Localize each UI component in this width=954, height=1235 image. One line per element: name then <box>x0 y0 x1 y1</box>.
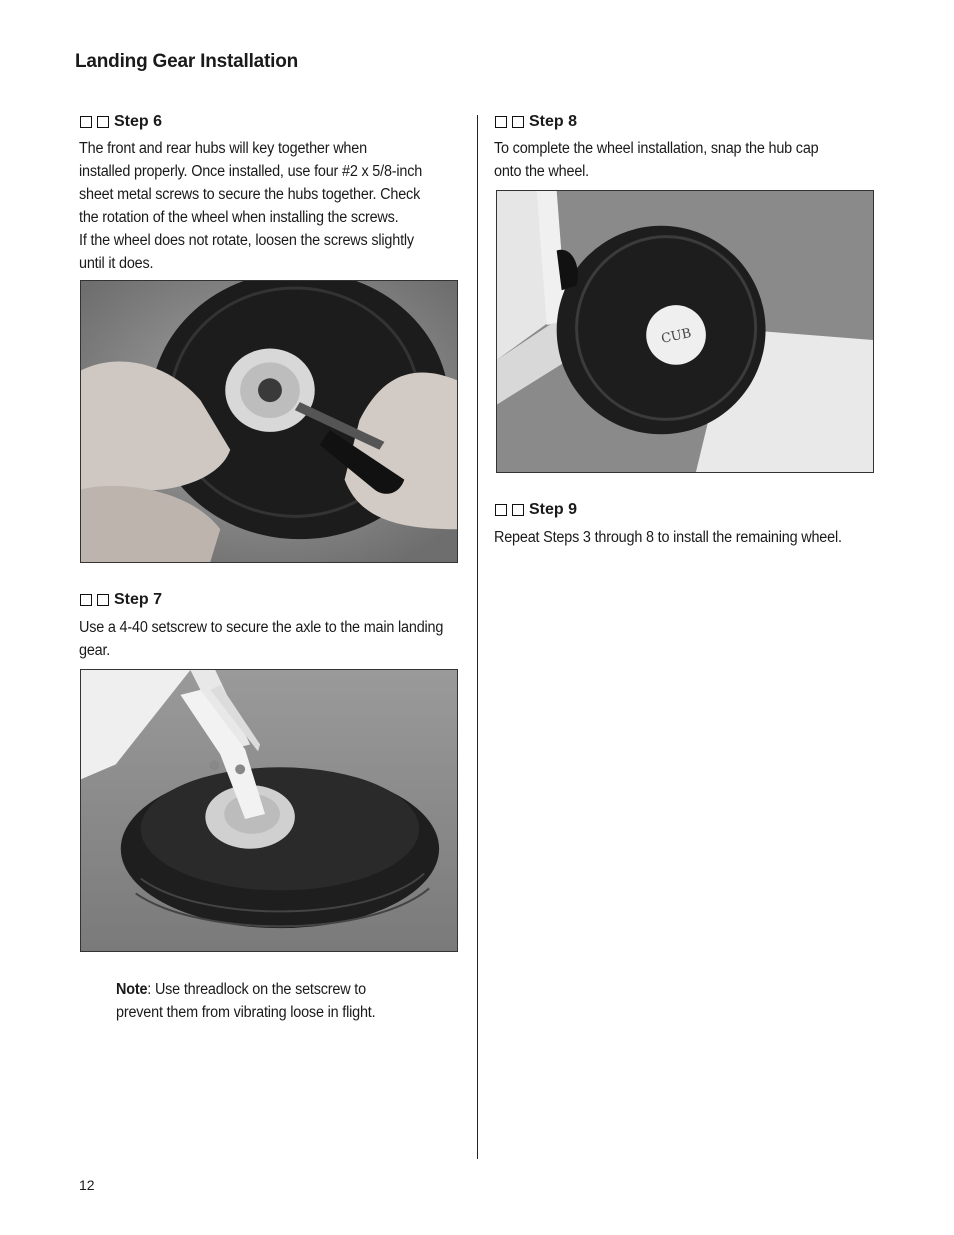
photo-step8 <box>496 190 874 473</box>
step8-title: Step 8 <box>529 113 578 130</box>
photo-step7 <box>80 669 458 952</box>
checkbox-2[interactable] <box>512 116 524 128</box>
step6-header <box>80 113 162 131</box>
column-divider <box>477 115 478 1159</box>
checkbox-1[interactable] <box>80 116 92 128</box>
step8-header <box>495 113 577 131</box>
step9-text: Repeat Steps 3 through 8 to install the remaining wheel. <box>494 529 842 546</box>
step6-title: Step 6 <box>114 113 163 130</box>
section-title: Landing Gear Installation <box>75 51 299 72</box>
hubcap-label: CUB <box>659 325 693 347</box>
step6-text: The front and rear hubs will key together when installed properly. Once installed, use four #2 x 5/8-inch sheet metal screws to secure the hubs together. Check the rotation of the wheel when installing the screws. If the wheel does not rotate, loosen the screws slightly until it does. <box>79 140 423 272</box>
checkbox-2[interactable] <box>97 594 109 606</box>
step8-text: To complete the wheel installation, snap the hub cap onto the wheel. <box>494 140 819 180</box>
checkbox-2[interactable] <box>512 504 524 516</box>
step7-header <box>80 591 162 609</box>
checkbox-2[interactable] <box>97 116 109 128</box>
step9-title: Step 9 <box>529 501 578 518</box>
step7-title: Step 7 <box>114 591 163 608</box>
checkbox-1[interactable] <box>495 116 507 128</box>
step7-text: Use a 4-40 setscrew to secure the axle to the main landing gear. <box>79 619 444 659</box>
note-label: Note <box>116 981 148 998</box>
note-body: : Use threadlock on the setscrew to prevent them from vibrating loose in flight. <box>116 981 376 1021</box>
photo-step6 <box>80 280 458 563</box>
note-text <box>116 978 414 1024</box>
step9-header <box>495 501 577 519</box>
page-number: 12 <box>79 1177 95 1193</box>
checkbox-1[interactable] <box>80 594 92 606</box>
checkbox-1[interactable] <box>495 504 507 516</box>
